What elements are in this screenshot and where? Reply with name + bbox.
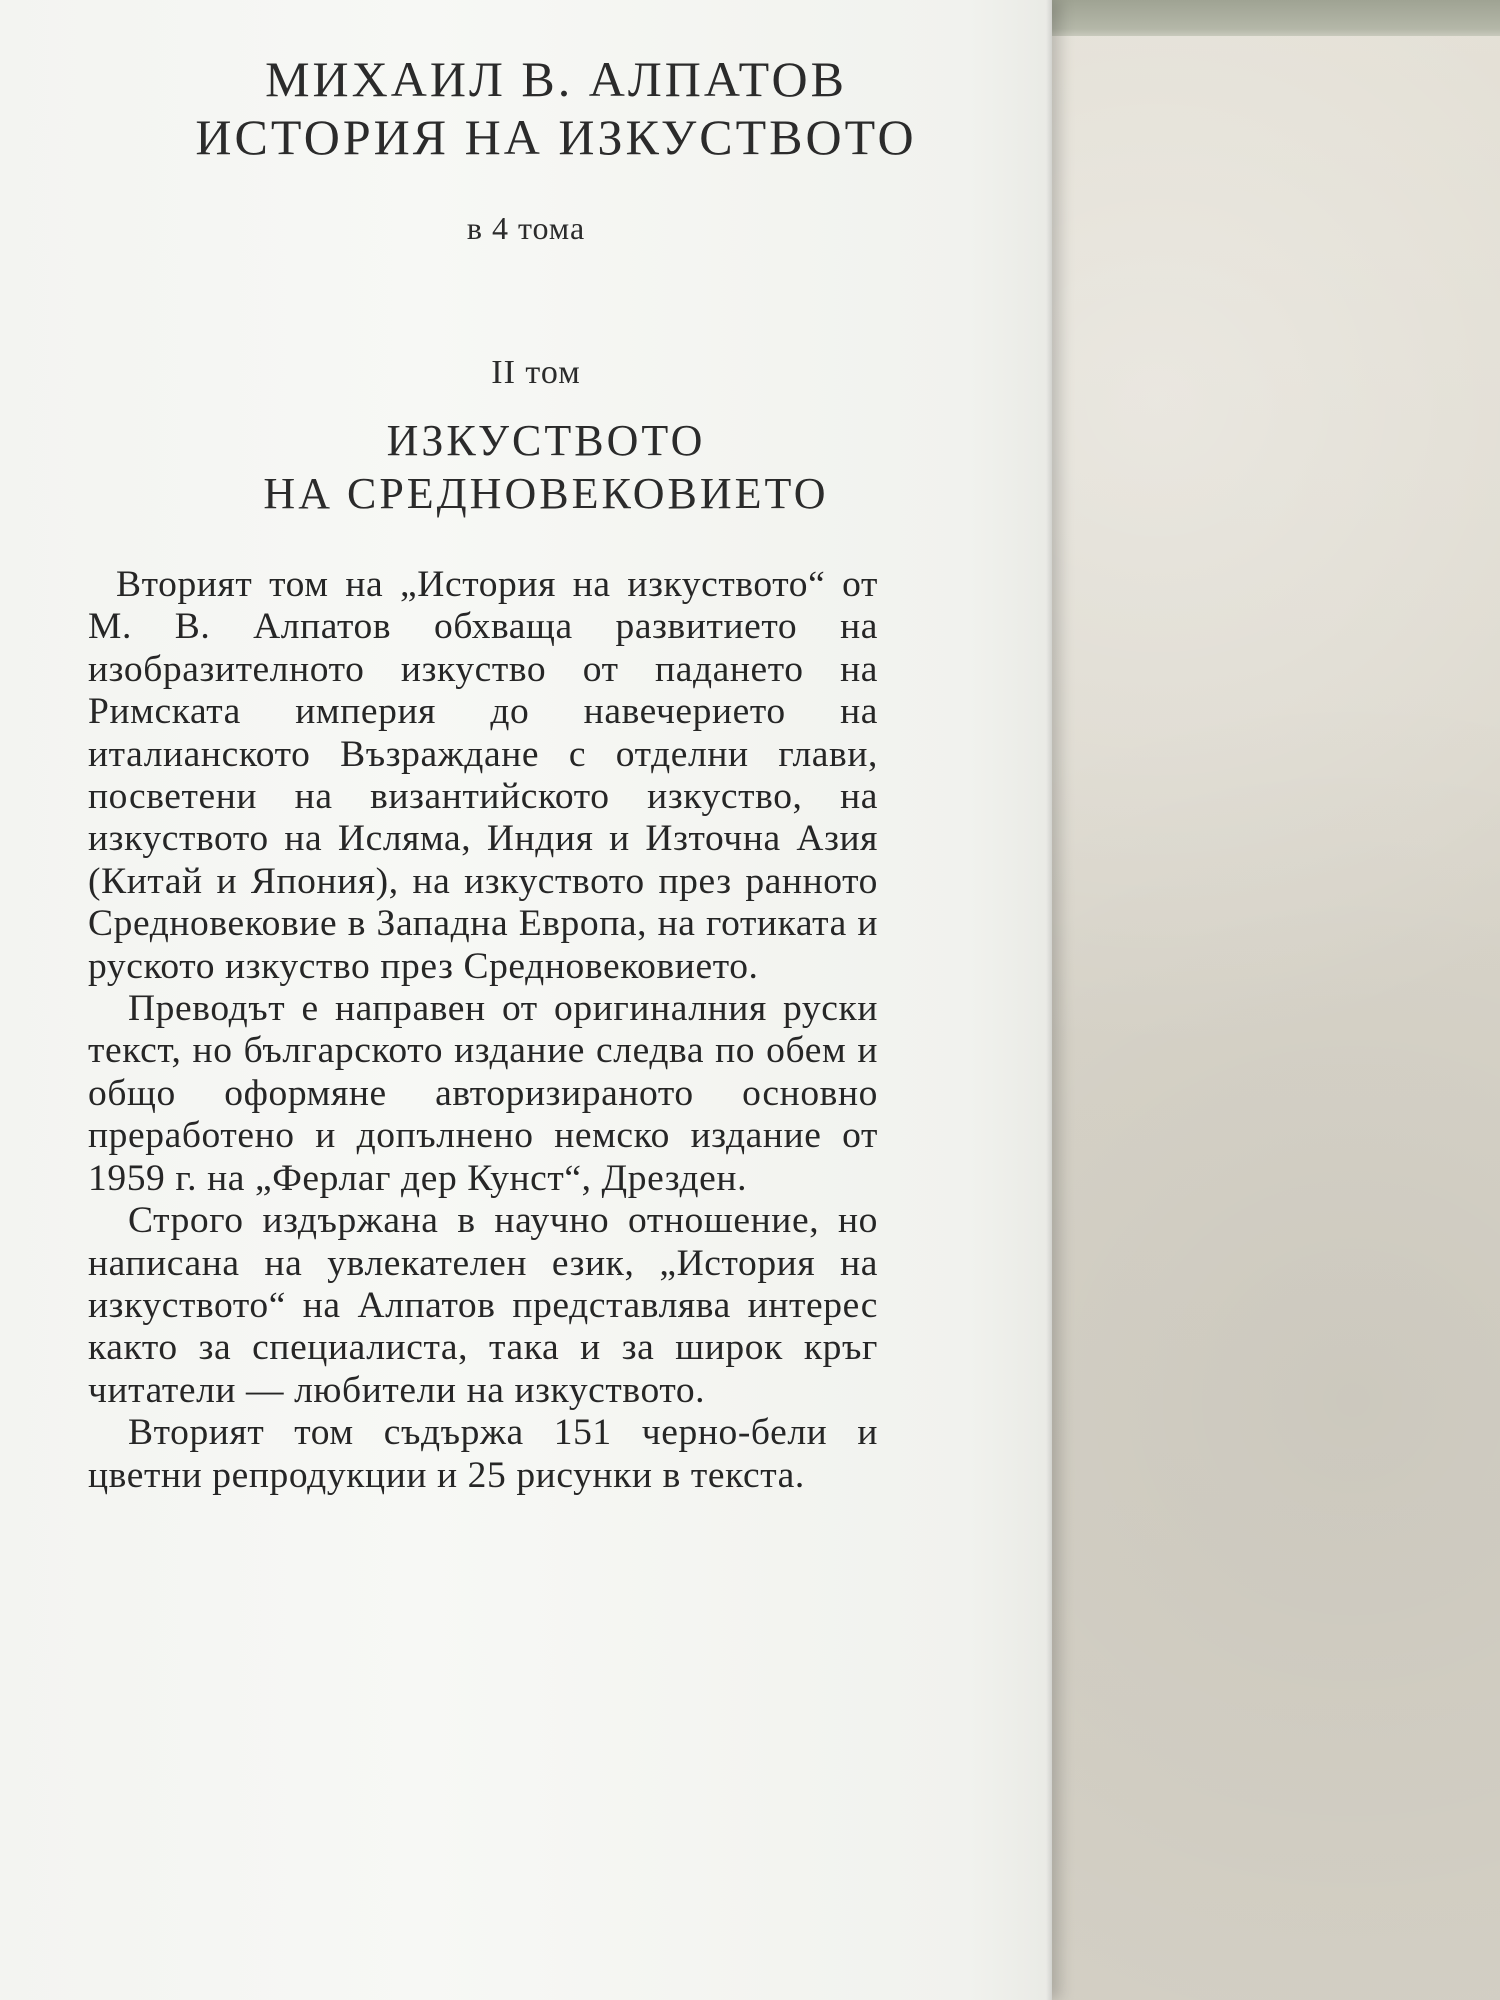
volume-subtitle-line-1: ИЗКУСТВОТО [386,416,706,465]
volume-subtitle-line-2: НА СРЕДНОВЕКОВИЕТО [263,469,829,518]
background-board [1010,0,1500,2000]
author-name: МИХАИЛ В. АЛПАТОВ [265,51,847,107]
paragraph-4: Вторият том съдържа 151 черно-бели и цветни репродукции и 25 рисунки в текста. [88,1412,878,1496]
description-text [88,564,878,1497]
paragraph-2: Преводът е направен от оригиналния руски текст, но българското издание следва по обем и общо оформяне авторизираното основно преработено и допълнено немско издание от 1959 г. на „Ферлаг дер Кунст“, Дрезден. [88,988,878,1199]
book-title: ИСТОРИЯ НА ИЗКУСТВОТО [195,109,917,165]
paragraph-1: Вторият том на „История на изкуството“ от М. В. Алпатов обхваща развитието на изобразителното изкуство от падането на Римската империя до навечерието на италианското Възраждане с отделни глави, посветени на византийското изкуство, на изкуството на Исляма, Индия и Източна Азия (Китай и Япония), на изкуството през ранното Средновековие в Западна Европа, на готиката и руското изкуство през Средновековието. [88,564,878,987]
book-cover-cloth [1030,0,1500,36]
volume-number: II том [491,354,581,391]
volumes-count: в 4 тома [466,210,586,246]
paragraph-3: Строго издържана в научно отношение, но написана на увлекателен език, „История на изкуството“ на Алпатов представлява интерес както за специалиста, така и за широк кръг читатели — любители на изкуството. [88,1200,878,1411]
